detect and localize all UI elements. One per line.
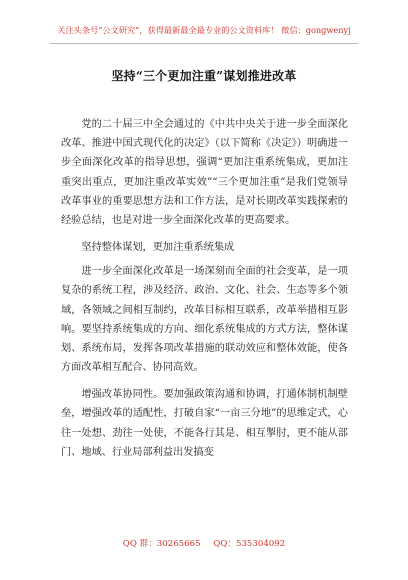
footer-contact xyxy=(0,537,408,549)
paragraph-coordination: 增强改革协同性。要加强政策沟通和协调，打通体制机制壁垒，增强改革的适配性，打破自家“一亩三分地”的思维定式，心往一处想、劲往一处使，不能各行其是、相互掣肘，更不能从部门、地域、行业局部利益出发搞变 xyxy=(61,389,348,458)
document-title: 坚持“三个更加注重”谋划推进改革 xyxy=(111,69,297,83)
document-body xyxy=(61,115,348,470)
paragraph-intro: 党的二十届三中全会通过的《中共中央关于进一步全面深化改革、推进中国式现代化的决定》（以下简称《决定》）明确进一步全面深化改革的指导思想，强调“更加注重系统集成，更加注重突出重点，更加注重改革实效”“三个更加注重”是我们党领导改革事业的重要思想方法和工作方法，是对长期改革实践探索的经验总结，也是对进一步全面深化改革的更高要求。 xyxy=(61,119,348,227)
footer-qq-group: QQ 群：30265665 xyxy=(122,539,201,549)
header-divider xyxy=(50,43,358,44)
section-heading: 坚持整体谋划，更加注重系统集成 xyxy=(81,242,235,254)
footer-qq: QQ：535304092 xyxy=(213,539,286,549)
header-note: 关注头条号“公文研究”，获得最新最全最专业的公文资料库！ 微信：gongwenyj xyxy=(57,25,351,35)
paragraph-system-integration: 进一步全面深化改革是一场深刻而全面的社会变革，是一项复杂的系统工程，涉及经济、政治、文化、社会、生态等多个领域，各领域之间相互制约，改革目标相互联系，改革举措相互影响。要坚持系统集成的方向、细化系统集成的方式方法，整体谋划、系统布局，发挥各项改革措施的联动效应和整体效能，使各方面改革相互配合、协同高效。 xyxy=(61,266,348,374)
